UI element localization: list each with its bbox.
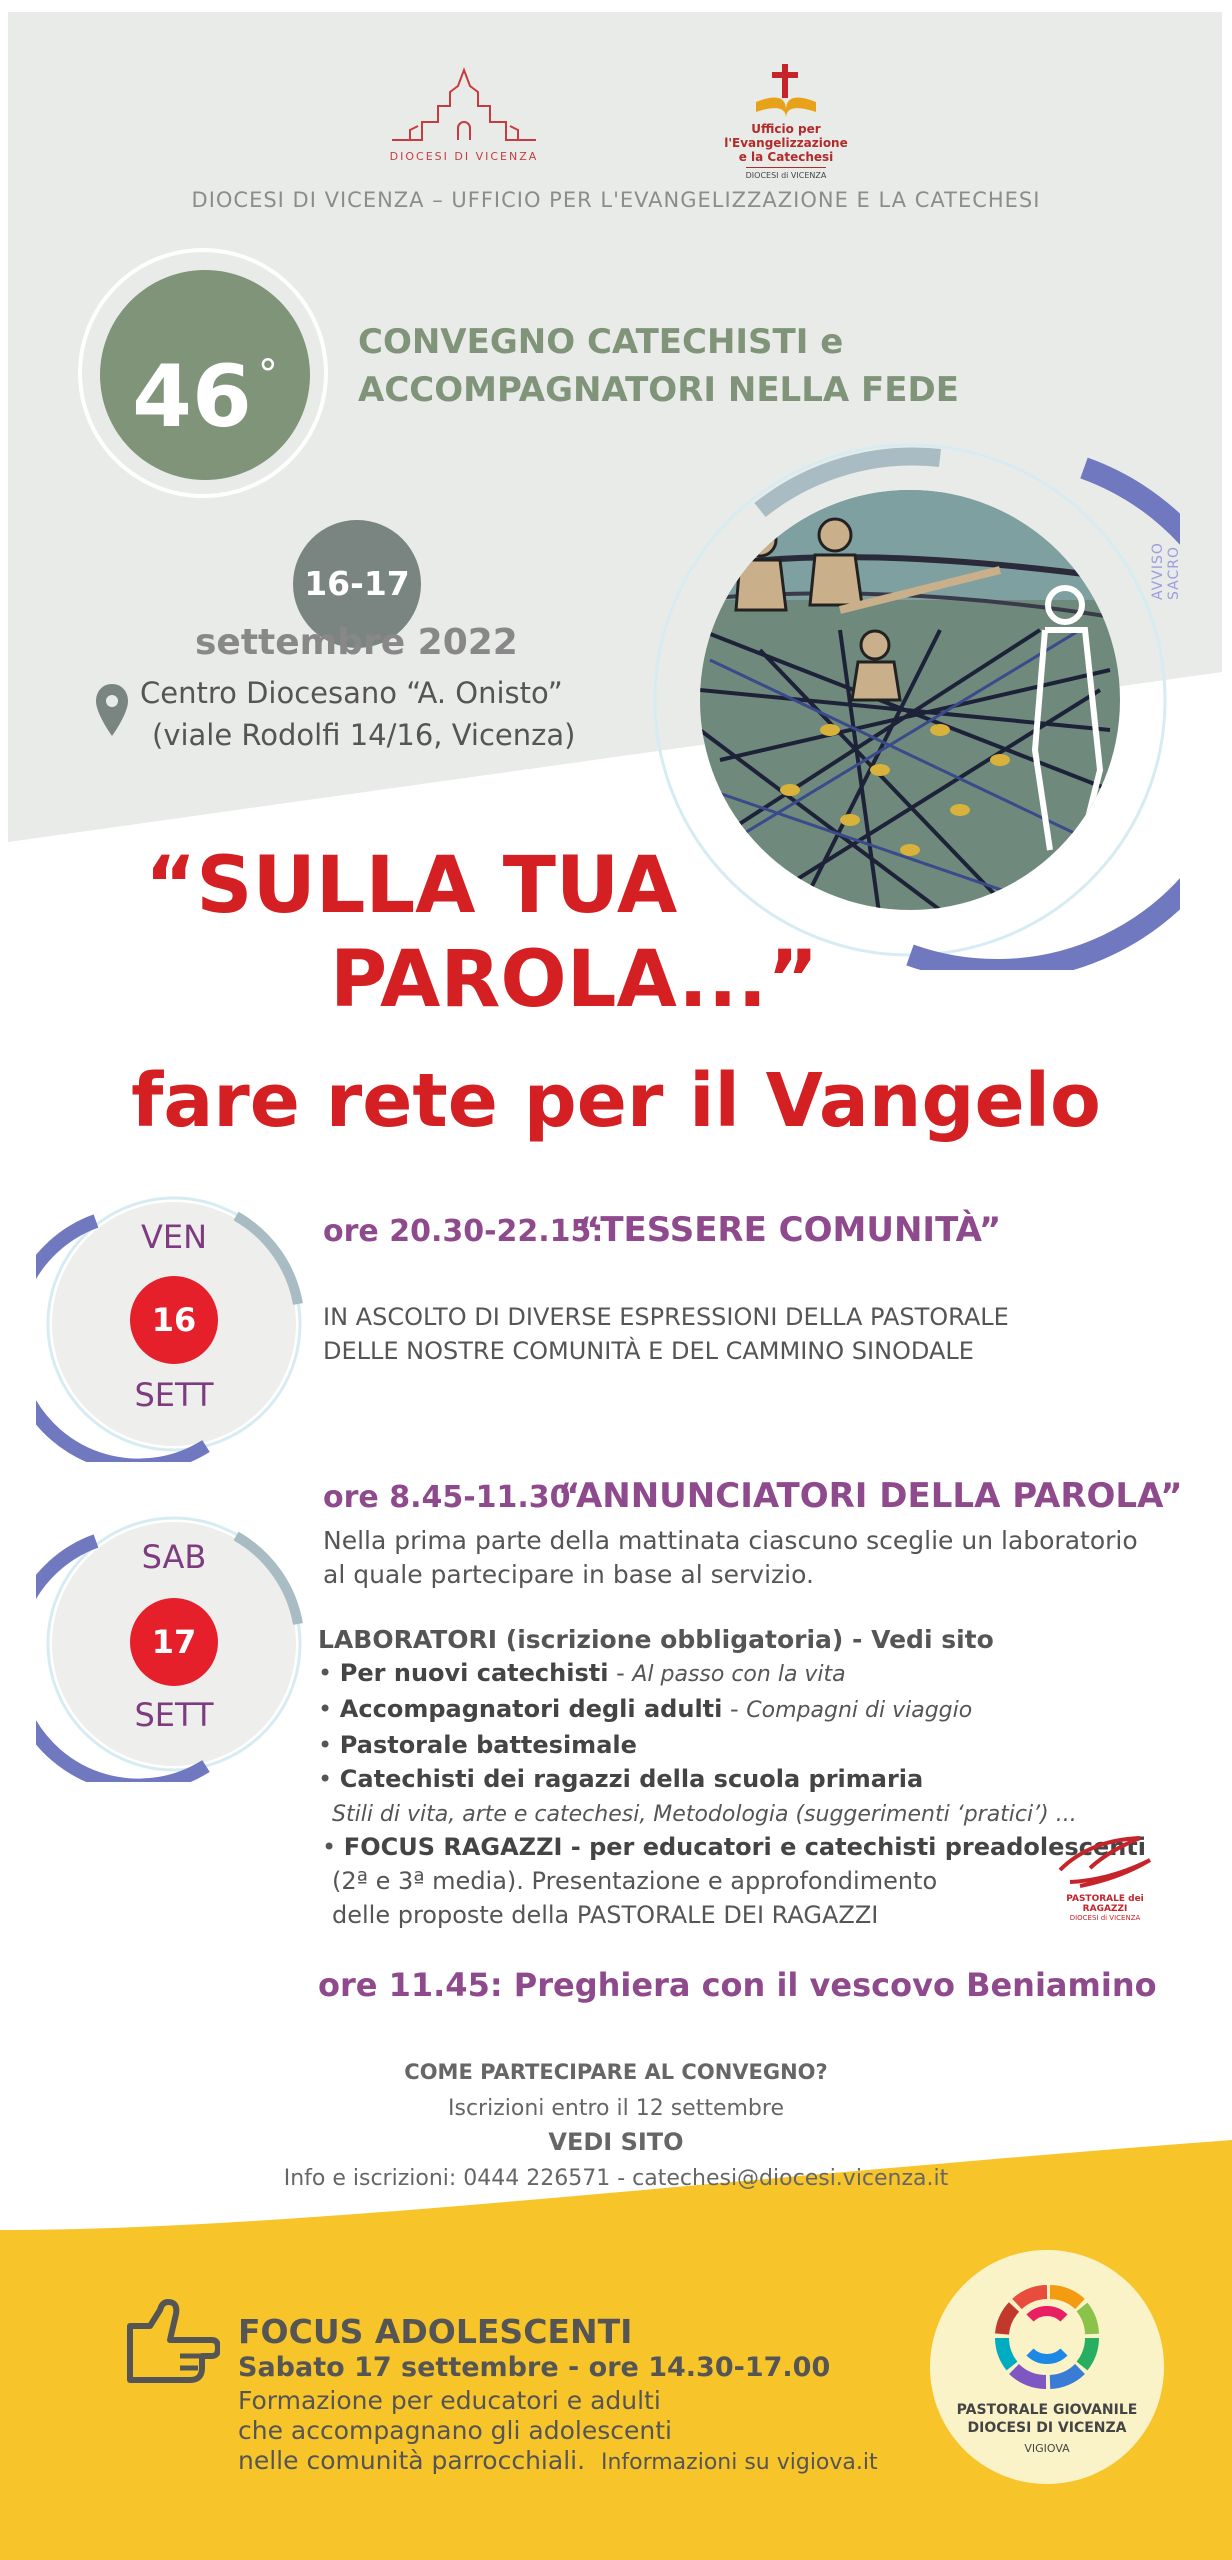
laboratorio-item: • Catechisti dei ragazzi della scuola primaria: [318, 1765, 924, 1793]
edition-degree: °: [257, 352, 278, 398]
day2-month: SETT: [134, 1696, 214, 1734]
laboratorio-item-subtitle: Compagni di viaggio: [746, 1698, 973, 1723]
diocese-logo-caption: DIOCESI DI VICENZA: [389, 150, 539, 163]
day2-weekday: SAB: [141, 1538, 207, 1576]
laboratorio-item-subtitle: Al passo con la vita: [632, 1662, 846, 1687]
laboratorio-item-title: Accompagnatori degli adulti: [339, 1695, 723, 1723]
focus-adolescenti-date: Sabato 17 settembre - ore 14.30-17.00: [238, 2352, 831, 2383]
day1-weekday: VEN: [140, 1218, 208, 1256]
primaria-note: [318, 1796, 1077, 1832]
partecipare-site: VEDI SITO: [548, 2128, 684, 2156]
day2-description: [323, 1524, 1138, 1592]
focus-ragazzi-line3: delle proposte della PASTORALE DEI RAGAZZI: [332, 1901, 879, 1929]
focus-ragazzi-line2: (2ª e 3ª media). Presentazione e approfondimento: [332, 1867, 938, 1895]
day1-time: ore 20.30-22.15:: [323, 1214, 604, 1249]
venue-line1: Centro Diocesano “A. Onisto”: [140, 676, 563, 710]
edition-number-value: 46: [132, 347, 252, 447]
ufficio-logo-sub: DIOCESI di VICENZA: [745, 171, 827, 180]
edition-number: [100, 270, 310, 480]
day2-time: ore 8.45-11.30: [323, 1480, 571, 1515]
day1-title: “TESSERE COMUNITÀ”: [578, 1210, 1002, 1250]
focus-adolescenti-title: FOCUS ADOLESCENTI: [238, 2312, 633, 2351]
title-line1: “SULLA TUA: [145, 841, 678, 931]
focus-ragazzi-line1: • FOCUS RAGAZZI - per educatori e catechisti preadolescenti: [322, 1833, 1146, 1861]
partecipare-deadline: Iscrizioni entro il 12 settembre: [448, 2096, 784, 2121]
header-line: DIOCESI DI VICENZA – UFFICIO PER L'EVANGELIZZAZIONE E LA CATECHESI: [191, 188, 1041, 212]
ufficio-logo-line1: Ufficio per l'Evangelizzazione: [724, 122, 848, 150]
pastorale-giovanile-line1: PASTORALE GIOVANILE: [956, 2402, 1138, 2418]
cross-book-icon: [716, 62, 856, 118]
artwork-medallion: [640, 430, 1180, 970]
focus-ragazzi-title: FOCUS RAGAZZI: [343, 1833, 563, 1861]
day2-desc-line2: al quale partecipare in base al servizio.: [323, 1560, 814, 1589]
laboratorio-item-title: Pastorale battesimale: [339, 1731, 637, 1759]
ufficio-logo: [716, 62, 856, 180]
pointing-hand-icon: [120, 2296, 220, 2388]
day1-month: SETT: [134, 1376, 214, 1414]
laboratorio-item: • Accompagnatori degli adulti - Compagni di viaggio: [318, 1695, 973, 1723]
focus-adolescenti-line2: che accompagnano gli adolescenti: [238, 2416, 672, 2445]
location-pin-icon: [94, 682, 130, 738]
pastorale-ragazzi-line2: DIOCESI di VICENZA: [1069, 1914, 1141, 1922]
day2-number: 17: [151, 1623, 197, 1661]
prayer: ore 11.45: Preghiera con il vescovo Beniamino: [318, 1966, 1157, 2004]
focus-adolescenti-description: [238, 2386, 878, 2478]
focus-adolescenti-line1: Formazione per educatori e adulti: [238, 2386, 661, 2415]
laboratorio-item-title: Per nuovi catechisti: [339, 1659, 609, 1687]
focus-adolescenti-info: Informazioni su vigiova.it: [600, 2450, 878, 2475]
primaria-note-text: Stili di vita, arte e catechesi, Metodologia (suggerimenti ‘pratici’) ...: [332, 1802, 1077, 1827]
laboratori-heading: LABORATORI (iscrizione obbligatoria) - Vedi sito: [318, 1625, 994, 1654]
convegno-title: [358, 318, 959, 414]
laboratorio-item-title: Catechisti dei ragazzi della scuola primaria: [339, 1765, 924, 1793]
ufficio-logo-divider: [746, 167, 826, 168]
fishermen-painting: [690, 480, 1130, 920]
convegno-line2: ACCOMPAGNATORI NELLA FEDE: [358, 370, 959, 410]
title-subtitle: fare rete per il Vangelo: [131, 1058, 1101, 1144]
day1-number: 16: [151, 1301, 197, 1339]
pastorale-ragazzi-logo: [1050, 1830, 1160, 1922]
laboratorio-item: • Per nuovi catechisti - Al passo con la vita: [318, 1659, 846, 1687]
partecipare-question: COME PARTECIPARE AL CONVEGNO?: [404, 2060, 828, 2084]
day2-desc-line1: Nella prima parte della mattinata ciascuno sceglie un laboratorio: [323, 1526, 1138, 1555]
pastorale-ragazzi-line1: PASTORALE dei RAGAZZI: [1066, 1894, 1144, 1914]
laboratorio-item-sep: -: [722, 1695, 747, 1723]
day1-description: [323, 1300, 1009, 1368]
focus-adolescenti-line3: [238, 2446, 878, 2478]
date-month-year: settembre 2022: [195, 622, 518, 663]
pastorale-giovanile-logo: [930, 2250, 1164, 2484]
venue: [140, 672, 575, 756]
ufficio-logo-line2: e la Catechesi: [738, 150, 834, 164]
pastorale-giovanile-line2: DIOCESI DI VICENZA: [967, 2420, 1127, 2436]
diocese-logo: [388, 66, 540, 166]
avviso-sacro: AVVISO SACRO: [1150, 542, 1182, 600]
laboratorio-item: • Pastorale battesimale: [318, 1731, 637, 1759]
partecipare-info: Info e iscrizioni: 0444 226571 - catechesi@diocesi.vicenza.it: [283, 2166, 949, 2191]
pastorale-giovanile-line3: VIGIOVA: [1024, 2442, 1070, 2455]
focus-ragazzi-target: - per educatori e catechisti preadolescenti: [562, 1833, 1146, 1861]
day2-title: “ANNUNCIATORI DELLA PAROLA”: [558, 1476, 1183, 1516]
day1-desc-line2: DELLE NOSTRE COMUNITÀ E DEL CAMMINO SINODALE: [323, 1337, 974, 1365]
venue-line2: (viale Rodolfi 14/16, Vicenza): [152, 718, 576, 752]
church-icon: [388, 66, 540, 146]
title-line2: PAROLA...”: [330, 935, 819, 1025]
laboratorio-item-sep: -: [608, 1659, 633, 1687]
day1-desc-line1: IN ASCOLTO DI DIVERSE ESPRESSIONI DELLA PASTORALE: [323, 1303, 1009, 1331]
focus-adolescenti-line3a: nelle comunità parrocchiali.: [238, 2446, 586, 2475]
vigiova-wheel-icon: [972, 2274, 1122, 2404]
focus-ragazzi: [322, 1830, 1146, 1932]
convegno-line1: CONVEGNO CATECHISTI e: [358, 322, 844, 362]
date-days: 16-17: [304, 564, 410, 603]
hands-icon: [1050, 1830, 1160, 1890]
laboratori-list: [318, 1656, 1077, 1832]
